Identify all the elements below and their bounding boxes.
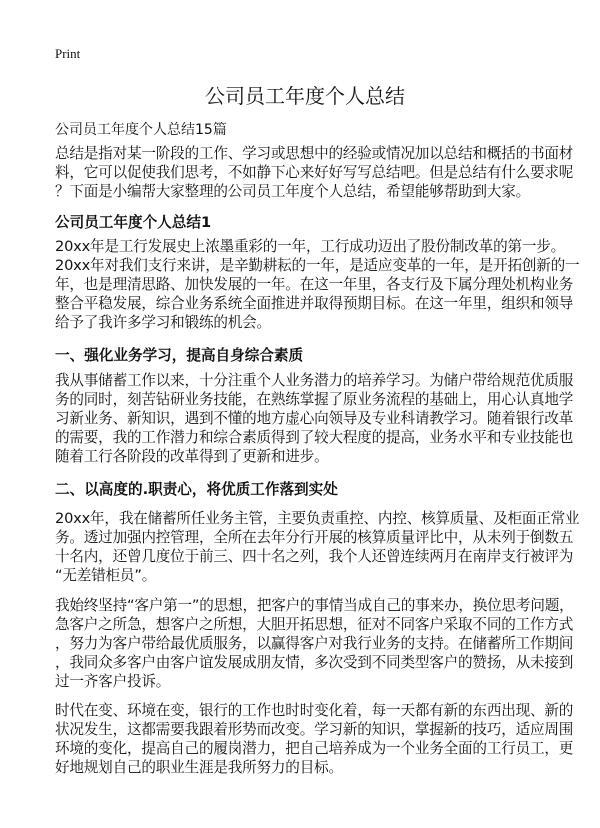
- text-line: 过一齐客户投诉。: [55, 672, 171, 690]
- paragraph-5: [55, 702, 573, 778]
- text-line: 急客户之所急，想客户之所想，大胆开拓思想，征对不同客户采取不同的工作方式: [55, 615, 574, 633]
- text-line: 20xx年，我在储蓄所任业务主管，主要负责重控、内控、核算质量、及柜面正常业: [55, 510, 580, 527]
- text-line: 我始终坚持“客户第一”的思想，把客户的事情当成自己的事来办，换位思考问题，: [55, 597, 574, 614]
- paragraph-3: [55, 510, 579, 586]
- paragraph-4: [55, 597, 574, 692]
- document-subtitle: 公司员工年度个人总结15篇: [55, 122, 227, 138]
- text-line: 20xx年是工行发展史上浓墨重彩的一年，工行成功迈出了股份制改革的第一步。: [55, 238, 566, 255]
- text-line: 十名内，还曾几度位于前三、四十名之列，我个人还曾连续两月在南岸支行被评为: [55, 547, 574, 565]
- text-line: 务的同时，刻苦钻研业务技能，在熟练掌握了原业务流程的基础上，用心认真地学: [55, 390, 574, 408]
- heading-1: 一、强化业务学习，提高自身综合素质: [55, 347, 304, 364]
- intro-paragraph: [55, 145, 573, 202]
- heading-2: 二、以高度的.职责心，将优质工作落到实处: [55, 481, 338, 498]
- text-line: 整合平稳发展，综合业务系统全面推进并取得预期目标。在这一年里，组织和领导: [55, 294, 574, 312]
- text-line: ，努力为客户带给最优质服务，以赢得客户对我行业务的支持。在储蓄所工作期间: [55, 634, 574, 652]
- text-line: 年，也是理清思路、加快发展的一年。在这一年里，各支行及下属分理处机构业务: [55, 275, 574, 293]
- document-title: 公司员工年度个人总结: [205, 84, 405, 108]
- section-title: 公司员工年度个人总结1: [55, 214, 212, 231]
- text-line: 给予了我许多学习和锻练的机会。: [55, 313, 271, 331]
- text-line: “无差错柜员”。: [55, 566, 157, 584]
- text-line: 20xx年对我们支行来讲，是辛勤耕耘的一年，是适应变革的一年，是开拓创新的一: [55, 256, 580, 274]
- text-line: ，我同众多客户由客户谊发展成朋友情，多次受到不同类型客户的赞扬，从未接到: [55, 653, 574, 671]
- text-line: 务。透过加强内控管理，全所在去年分行开展的核算质量评比中，从未列于倒数五: [55, 528, 574, 546]
- text-line: ？下面是小编帮大家整理的公司员工年度个人总结，希望能够帮助到大家。: [55, 182, 530, 200]
- text-line: 随着工行各阶段的改革得到了更新和进步。: [55, 447, 329, 465]
- text-line: 环境的变化，提高自己的履岗潜力，把自己培养成为一个业务全面的工行员工，更: [55, 739, 574, 757]
- text-line: 好地规划自己的职业生涯是我所努力的目标。: [55, 758, 343, 776]
- text-line: 的需要，我的工作潜力和综合素质得到了较大程度的提高，业务水平和专业技能也: [55, 428, 574, 446]
- text-line: 我从事储蓄工作以来，十分注重个人业务潜力的培养学习。为储户带给规范优质服: [55, 372, 574, 389]
- text-line: 料，它可以促使我们思考，不如静下心来好好写写总结吧。但是总结有什么要求呢: [55, 163, 574, 181]
- paragraph-1: [55, 238, 579, 333]
- paragraph-2: [55, 372, 573, 467]
- text-line: 状况发生，这都需要我跟着形势而改变。学习新的知识，掌握新的技巧，适应周围: [55, 720, 574, 738]
- text-line: 时代在变、环境在变，银行的工作也时时变化着，每一天都有新的东西出现、新的: [55, 702, 574, 719]
- text-line: 总结是指对某一阶段的工作、学习或思想中的经验或情况加以总结和概括的书面材: [55, 145, 574, 162]
- text-line: 习新业务、新知识，遇到不懂的地方虚心向领导及专业科请教学习。随着银行改革: [55, 409, 574, 427]
- print-link[interactable]: Print: [55, 46, 81, 61]
